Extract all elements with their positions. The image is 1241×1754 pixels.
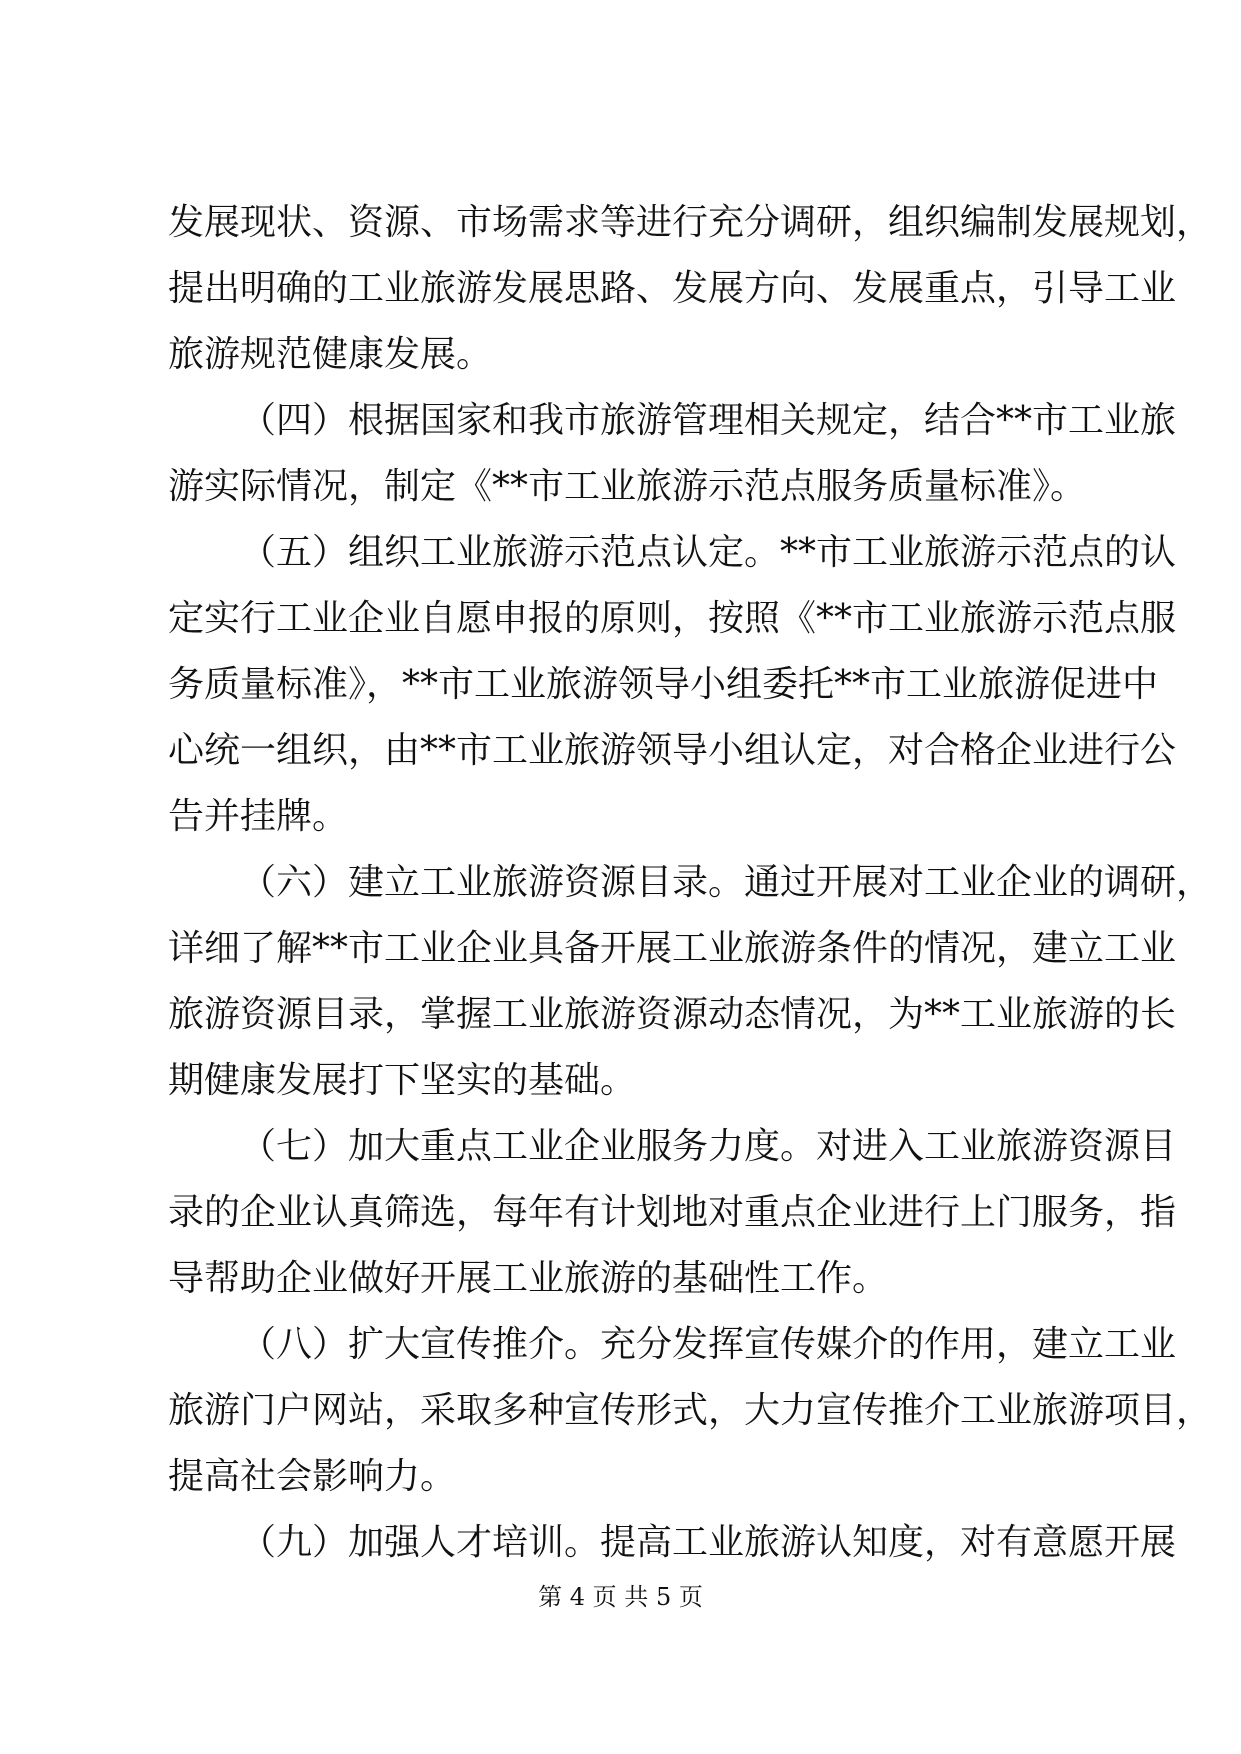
text-line: 旅游资源目录，掌握工业旅游资源动态情况，为**工业旅游的长 [168,994,1177,1035]
text-line: 提出明确的工业旅游发展思路、发展方向、发展重点，引导工业 [168,268,1177,309]
paragraph-six-start: （六）建立工业旅游资源目录。通过开展对工业企业的调研， [240,862,1213,903]
document-body [168,190,1213,1576]
text-line: 发展现状、资源、市场需求等进行充分调研，组织编制发展规划， [168,202,1213,243]
text-line: 旅游门户网站，采取多种宣传形式，大力宣传推介工业旅游项目， [168,1390,1213,1431]
paragraph-five-start: （五）组织工业旅游示范点认定。**市工业旅游示范点的认 [240,532,1177,573]
text-line: 导帮助企业做好开展工业旅游的基础性工作。 [168,1258,889,1299]
paragraph-nine-start: （九）加强人才培训。提高工业旅游认知度，对有意愿开展 [240,1522,1177,1563]
text-line: 定实行工业企业自愿申报的原则，按照《**市工业旅游示范点服 [168,598,1177,639]
text-line: 详细了解**市工业企业具备开展工业旅游条件的情况，建立工业 [168,928,1177,969]
paragraph-eight-start: （八）扩大宣传推介。充分发挥宣传媒介的作用，建立工业 [240,1324,1177,1365]
text-line: 告并挂牌。 [168,796,349,837]
paragraph-seven-start: （七）加大重点工业企业服务力度。对进入工业旅游资源目 [240,1126,1177,1167]
paragraph-four-start: （四）根据国家和我市旅游管理相关规定，结合**市工业旅 [240,400,1177,441]
text-line: 期健康发展打下坚实的基础。 [168,1060,637,1101]
text-line: 心统一组织，由**市工业旅游领导小组认定，对合格企业进行公 [168,730,1177,771]
text-line: 旅游规范健康发展。 [168,334,493,375]
text-line: 务质量标准》，**市工业旅游领导小组委托**市工业旅游促进中 [168,664,1159,705]
text-line: 录的企业认真筛选，每年有计划地对重点企业进行上门服务，指 [168,1192,1177,1233]
text-line: 提高社会影响力。 [168,1456,457,1497]
text-line: 游实际情况，制定《**市工业旅游示范点服务质量标准》。 [168,466,1087,507]
page-footer: 第 4 页 共 5 页 [538,1583,703,1611]
